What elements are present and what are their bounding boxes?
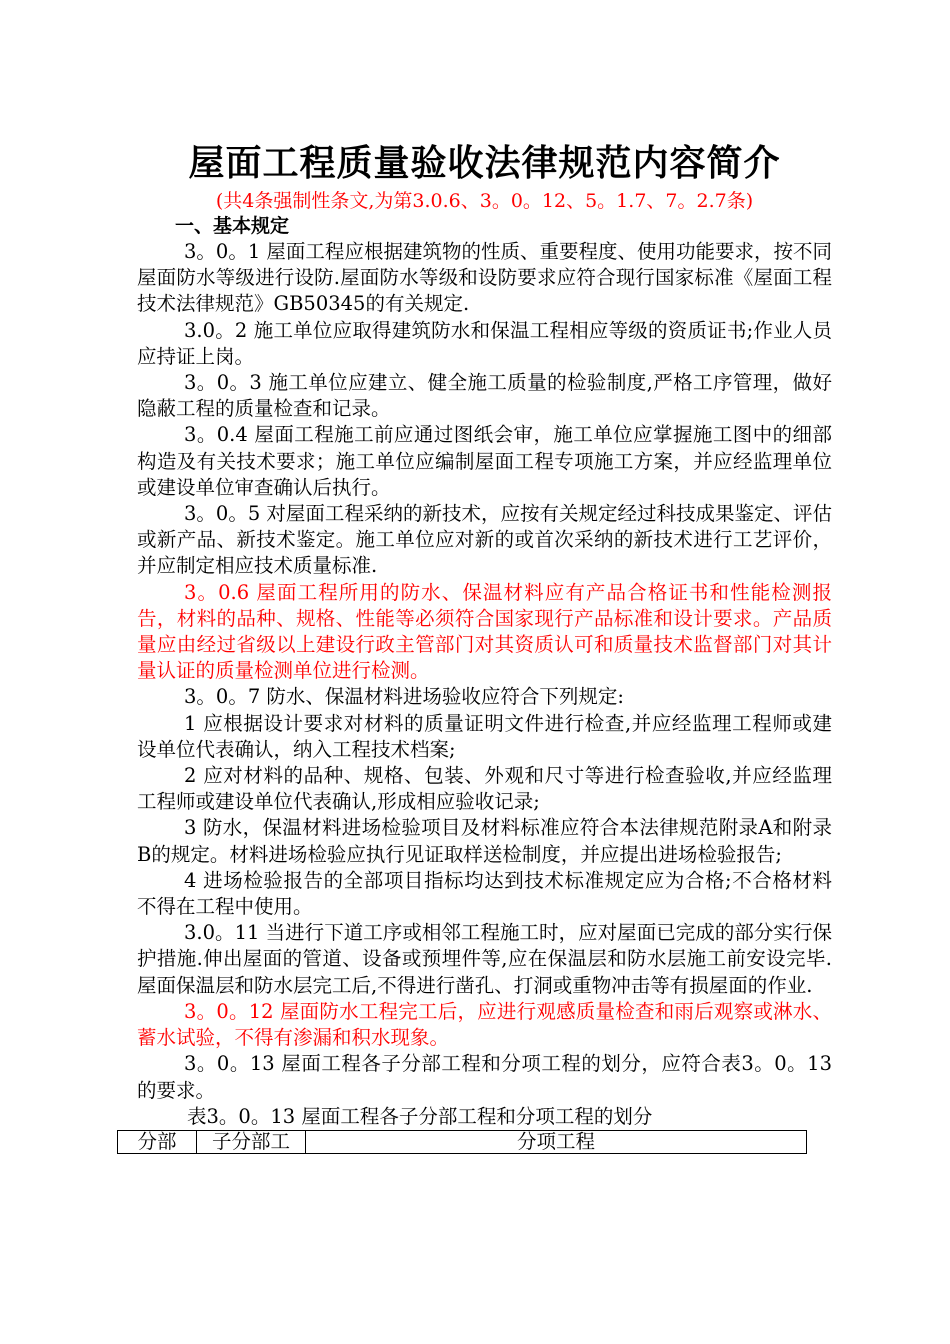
clause-3-0-5: 3。0。5 对屋面工程采纳的新技术，应按有关规定经过科技成果鉴定、评估或新产品、新技术鉴定。施工单位应对新的或首次采纳的新技术进行工艺评价，并应制定相应技术质量标准. [137, 502, 832, 578]
clause-3-0-3: 3。0。3 施工单位应建立、健全施工质量的检验制度,严格工序管理，做好隐蔽工程的质量检查和记录。 [137, 371, 832, 421]
clause-3-0-1: 3。0。1 屋面工程应根据建筑物的性质、重要程度、使用功能要求，按不同屋面防水等级进行设防.屋面防水等级和设防要求应符合现行国家标准《屋面工程技术法律规范》GB50345的有关规定. [137, 240, 832, 316]
header-sub-division: 子分部工 [197, 1130, 306, 1153]
clause-3-0-12-mandatory: 3。0。12 屋面防水工程完工后，应进行观感质量检查和雨后观察或淋水、蓄水试验，不得有渗漏和积水现象。 [137, 999, 832, 1050]
clause-3-0-7-item-4: 4 进场检验报告的全部项目指标均达到技术标准规定应为合格;不合格材料不得在工程中使用。 [137, 868, 832, 919]
division-table [117, 1130, 807, 1154]
clause-3-0-6-mandatory: 3。0.6 屋面工程所用的防水、保温材料应有产品合格证书和性能检测报告，材料的品种、规格、性能等必须符合国家现行产品标准和设计要求。产品质量应由经过省级以上建设行政主管部门对其资质认可和质量技术监督部门对其计量认证的质量检测单位进行检测。 [137, 580, 832, 683]
clause-3-0-7: 3。0。7 防水、保温材料进场验收应符合下列规定: [184, 685, 624, 709]
clause-3-0-2: 3.0。2 施工单位应取得建筑防水和保温工程相应等级的资质证书;作业人员应持证上岗。 [137, 318, 832, 368]
section-heading: 一、基本规定 [175, 215, 290, 237]
table-header-row [118, 1130, 807, 1153]
document-title: 屋面工程质量验收法律规范内容简介 [188, 143, 781, 184]
clause-3-0-7-item-2: 2 应对材料的品种、规格、包装、外观和尺寸等进行检查验收,并应经监理工程师或建设单位代表确认,形成相应验收记录; [137, 764, 832, 814]
mandatory-clauses-note: (共4条强制性条文,为第3.0.6、3。0。12、5。1.7、7。2.7条) [215, 190, 754, 212]
clause-3-0-11: 3.0。11 当进行下道工序或相邻工程施工时，应对屋面已完成的部分实行保护措施.伸出屋面的管道、设备或预埋件等,应在保温层和防水层施工前安设完毕.屋面保温层和防水层完工后,不得进行凿孔、打洞或重物冲击等有损屋面的作业. [137, 921, 832, 997]
header-sub-item: 分项工程 [306, 1130, 807, 1153]
clause-3-0-13: 3。0。13 屋面工程各子分部工程和分项工程的划分，应符合表3。0。13的要求。 [137, 1052, 832, 1102]
clause-3-0-7-item-3: 3 防水，保温材料进场检验项目及材料标准应符合本法律规范附录A和附录B的规定。材料进场检验应执行见证取样送检制度，并应提出进场检验报告; [137, 816, 832, 866]
clause-3-0-7-item-1: 1 应根据设计要求对材料的质量证明文件进行检查,并应经监理工程师或建设单位代表确认，纳入工程技术档案; [137, 711, 832, 761]
table-caption: 表3。0。13 屋面工程各子分部工程和分项工程的划分 [187, 1104, 653, 1128]
header-division: 分部 [118, 1130, 197, 1153]
clause-3-0-4: 3。0.4 屋面工程施工前应通过图纸会审，施工单位应掌握施工图中的细部构造及有关技术要求；施工单位应编制屋面工程专项施工方案，并应经监理单位或建设单位审查确认后执行。 [137, 423, 832, 499]
document-page [137, 140, 832, 1154]
